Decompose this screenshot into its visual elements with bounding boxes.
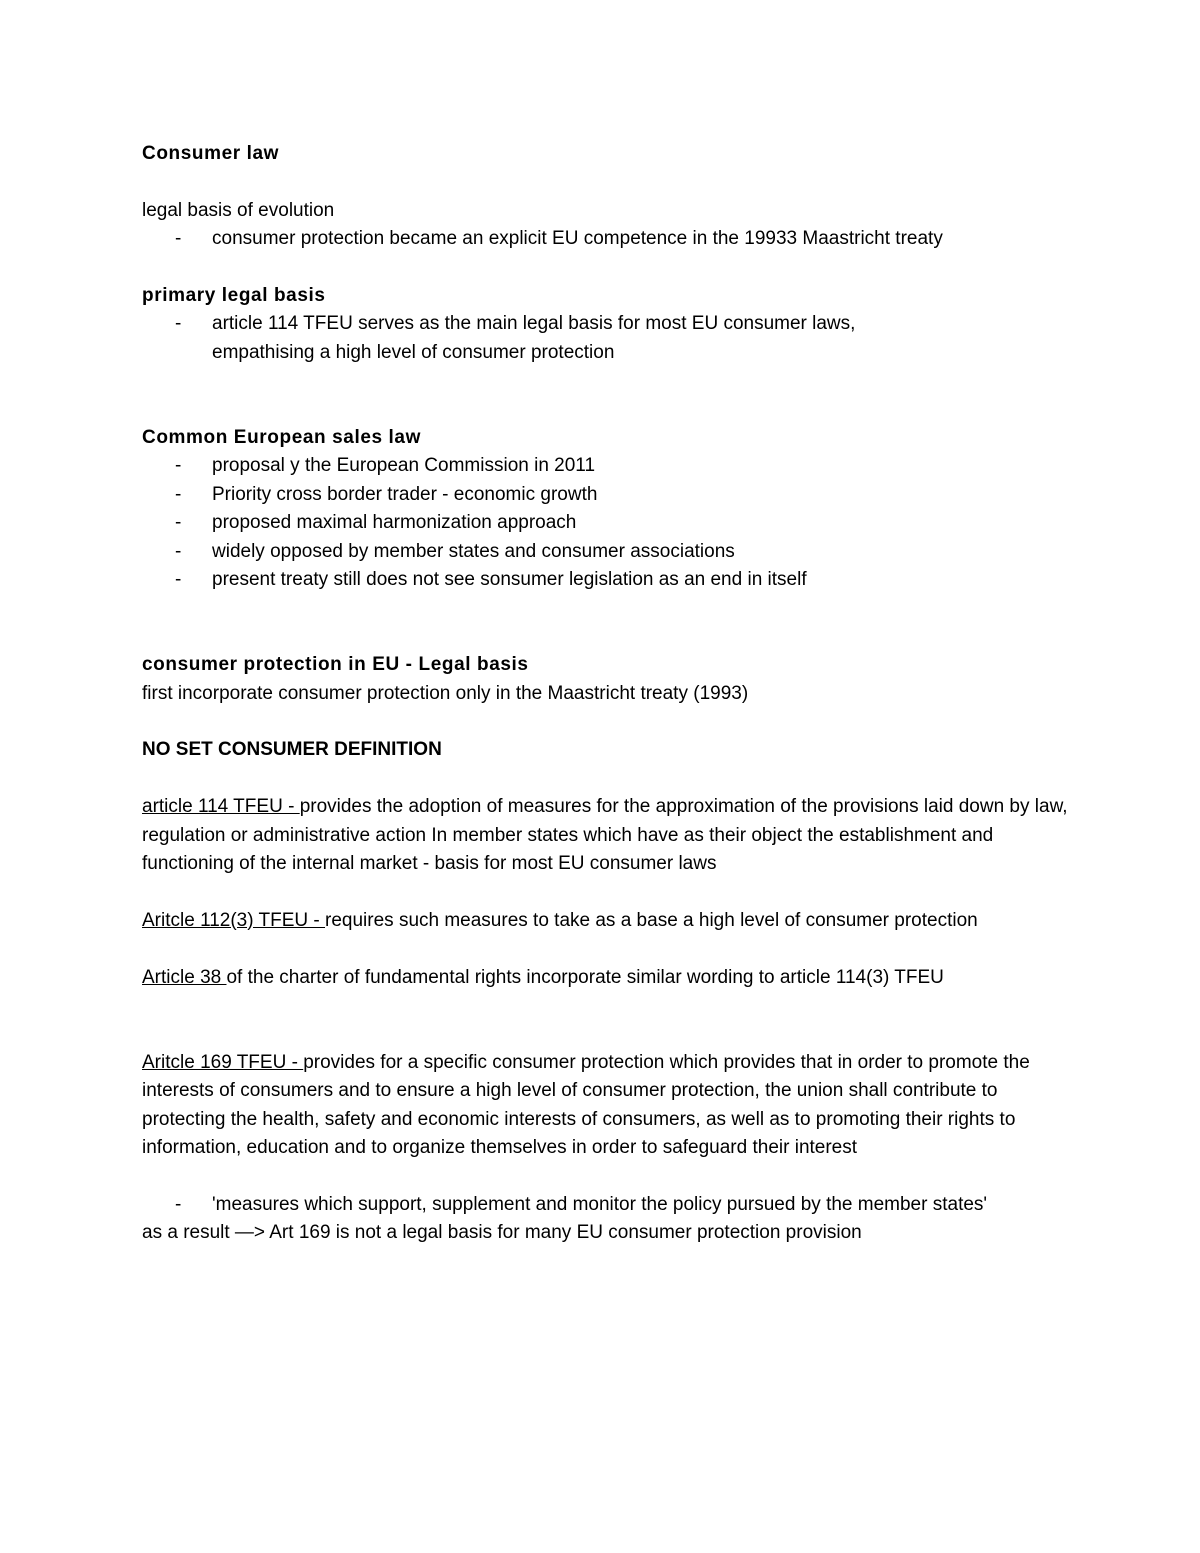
list-item: - proposed maximal harmonization approach [142,509,1072,537]
bullet-marker: - [175,540,182,562]
list-item: - widely opposed by member states and consumer associations [142,538,1072,566]
paragraph-article-114: article 114 TFEU - provides the adoption of measures for the approximation of the provisions laid down by law, regulation or administrative action In member states which have as their object the establishment and functioning of the internal market - basis for most EU consumer laws [142,796,1068,875]
article-reference: article 114 TFEU - [142,796,300,818]
heading-consumer-protection-eu: consumer protection in EU - Legal basis [142,654,529,676]
list-item: - proposal y the European Commission in 2011 [142,452,1072,480]
bullet-marker: - [175,1193,182,1215]
paragraph-conclusion: as a result —> Art 169 is not a legal basis for many EU consumer protection provision [142,1222,862,1244]
article-reference: Aritcle 169 TFEU - [142,1051,304,1073]
list-item: - Priority cross border trader - economic growth [142,481,1072,509]
bullet-marker: - [175,483,182,505]
bullet-marker: - [175,313,182,335]
bullet-marker: - [175,512,182,534]
bullet-marker: - [175,569,182,591]
paragraph-article-112: Aritcle 112(3) TFEU - requires such measures to take as a base a high level of consumer protection [142,909,978,931]
heading-no-set-consumer-definition: NO SET CONSUMER DEFINITION [142,739,442,761]
heading-primary-legal-basis: primary legal basis [142,285,326,306]
heading-consumer-law: Consumer law [142,143,280,164]
heading-common-european-sales-law: Common European sales law [142,427,421,448]
paragraph-article-38: Article 38 of the charter of fundamental rights incorporate similar wording to article 114(3) TFEU [142,966,944,988]
paragraph-article-169: Aritcle 169 TFEU - provides for a specific consumer protection which provides that in order to promote the interests of consumers and to ensure a high level of consumer protection, the union shall contribute to protecting the health, safety and economic interests of consumers, as well as to promoting their rights to information, education and to organize themselves in order to safeguard their interest [142,1051,1030,1159]
list-item: - present treaty still does not see sonsumer legislation as an end in itself [142,566,1072,594]
list-item: - consumer protection became an explicit EU competence in the 19933 Maastricht treaty [142,225,1072,253]
bullet-marker: - [175,228,182,250]
subheading-legal-basis-of-evolution: legal basis of evolution [142,199,335,221]
list-item: - 'measures which support, supplement and monitor the policy pursued by the member states' [142,1191,1072,1219]
document-page [142,140,1072,1248]
article-reference: Article 38 [142,966,227,988]
article-reference: Aritcle 112(3) TFEU - [142,909,326,931]
bullet-marker: - [175,455,182,477]
paragraph-first-incorporate: first incorporate consumer protection only in the Maastricht treaty (1993) [142,682,749,704]
list-item: - article 114 TFEU serves as the main legal basis for most EU consumer laws, empathising a high level of consumer protection [142,310,1072,367]
